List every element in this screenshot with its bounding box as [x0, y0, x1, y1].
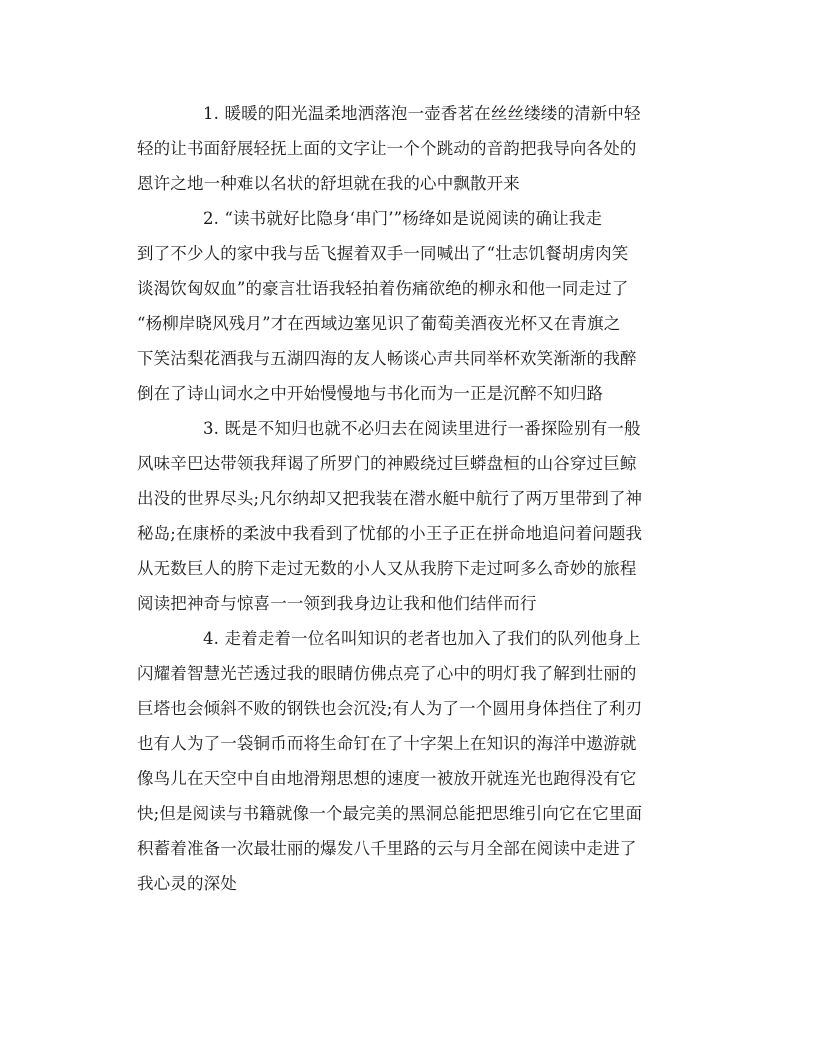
text-line: 积蓄着准备一次最壮丽的爆发八千里路的云与月全部在阅读中走进了 — [137, 839, 637, 858]
text-line: 出没的世界尽头;凡尔纳却又把我装在潜水艇中航行了两万里带到了神 — [137, 489, 643, 508]
text-line: 阅读把神奇与惊喜一一领到我身边让我和他们结伴而行 — [137, 594, 537, 613]
text-line: 我心灵的深处 — [137, 874, 237, 893]
text-line: 也有人为了一袋铜币而将生命钉在了十字架上在知识的海洋中遨游就 — [137, 734, 637, 753]
document-body — [137, 96, 697, 901]
text-line: 快;但是阅读与书籍就像一个最完美的黑洞总能把思维引向它在它里面 — [137, 804, 643, 823]
text-line: 秘岛;在康桥的柔波中我看到了忧郁的小王子正在拼命地追问着问题我 — [137, 524, 643, 543]
text-line: 从无数巨人的胯下走过无数的小人又从我胯下走过呵多么奇妙的旅程 — [137, 559, 637, 578]
text-line: 像鸟儿在天空中自由地滑翔思想的速度一被放开就连光也跑得没有它 — [137, 769, 637, 788]
text-line: 3. 既是不知归也就不必归去在阅读里进行一番探险别有一般 — [203, 419, 641, 438]
text-line: 1. 暖暖的阳光温柔地洒落泡一壶香茗在丝丝缕缕的清新中轻 — [203, 104, 641, 123]
text-line: 到了不少人的家中我与岳飞握着双手一同喊出了“壮志饥餐胡虏肉笑 — [137, 244, 629, 263]
text-line: “杨柳岸晓风残月”才在西域边塞见识了葡萄美酒夜光杯又在青旗之 — [137, 314, 621, 333]
text-line: 谈渴饮匈奴血”的豪言壮语我轻拍着伤痛欲绝的柳永和他一同走过了 — [137, 279, 629, 298]
paragraph-2 — [137, 201, 697, 411]
text-line: 4. 走着走着一位名叫知识的老者也加入了我们的队列他身上 — [203, 629, 641, 648]
text-line: 2. “读书就好比隐身‘串门’”杨绛如是说阅读的确让我走 — [203, 209, 603, 228]
text-line: 轻的让书面舒展轻抚上面的文字让一个个跳动的音韵把我导向各处的 — [137, 139, 637, 158]
paragraph-4 — [137, 621, 697, 901]
text-line: 风味辛巴达带领我拜谒了所罗门的神殿绕过巨蟒盘桓的山谷穿过巨鲸 — [137, 454, 637, 473]
text-line: 下笑沽梨花酒我与五湖四海的友人畅谈心声共同举杯欢笑渐渐的我醉 — [137, 349, 637, 368]
paragraph-3 — [137, 411, 697, 621]
text-line: 巨塔也会倾斜不败的钢铁也会沉没;有人为了一个圆用身体挡住了利刃 — [137, 699, 643, 718]
text-line: 恩许之地一种难以名状的舒坦就在我的心中飘散开来 — [137, 174, 520, 193]
text-line: 倒在了诗山词水之中开始慢慢地与书化而为一正是沉醉不知归路 — [137, 384, 604, 403]
paragraph-1 — [137, 96, 697, 201]
text-line: 闪耀着智慧光芒透过我的眼睛仿佛点亮了心中的明灯我了解到壮丽的 — [137, 664, 637, 683]
